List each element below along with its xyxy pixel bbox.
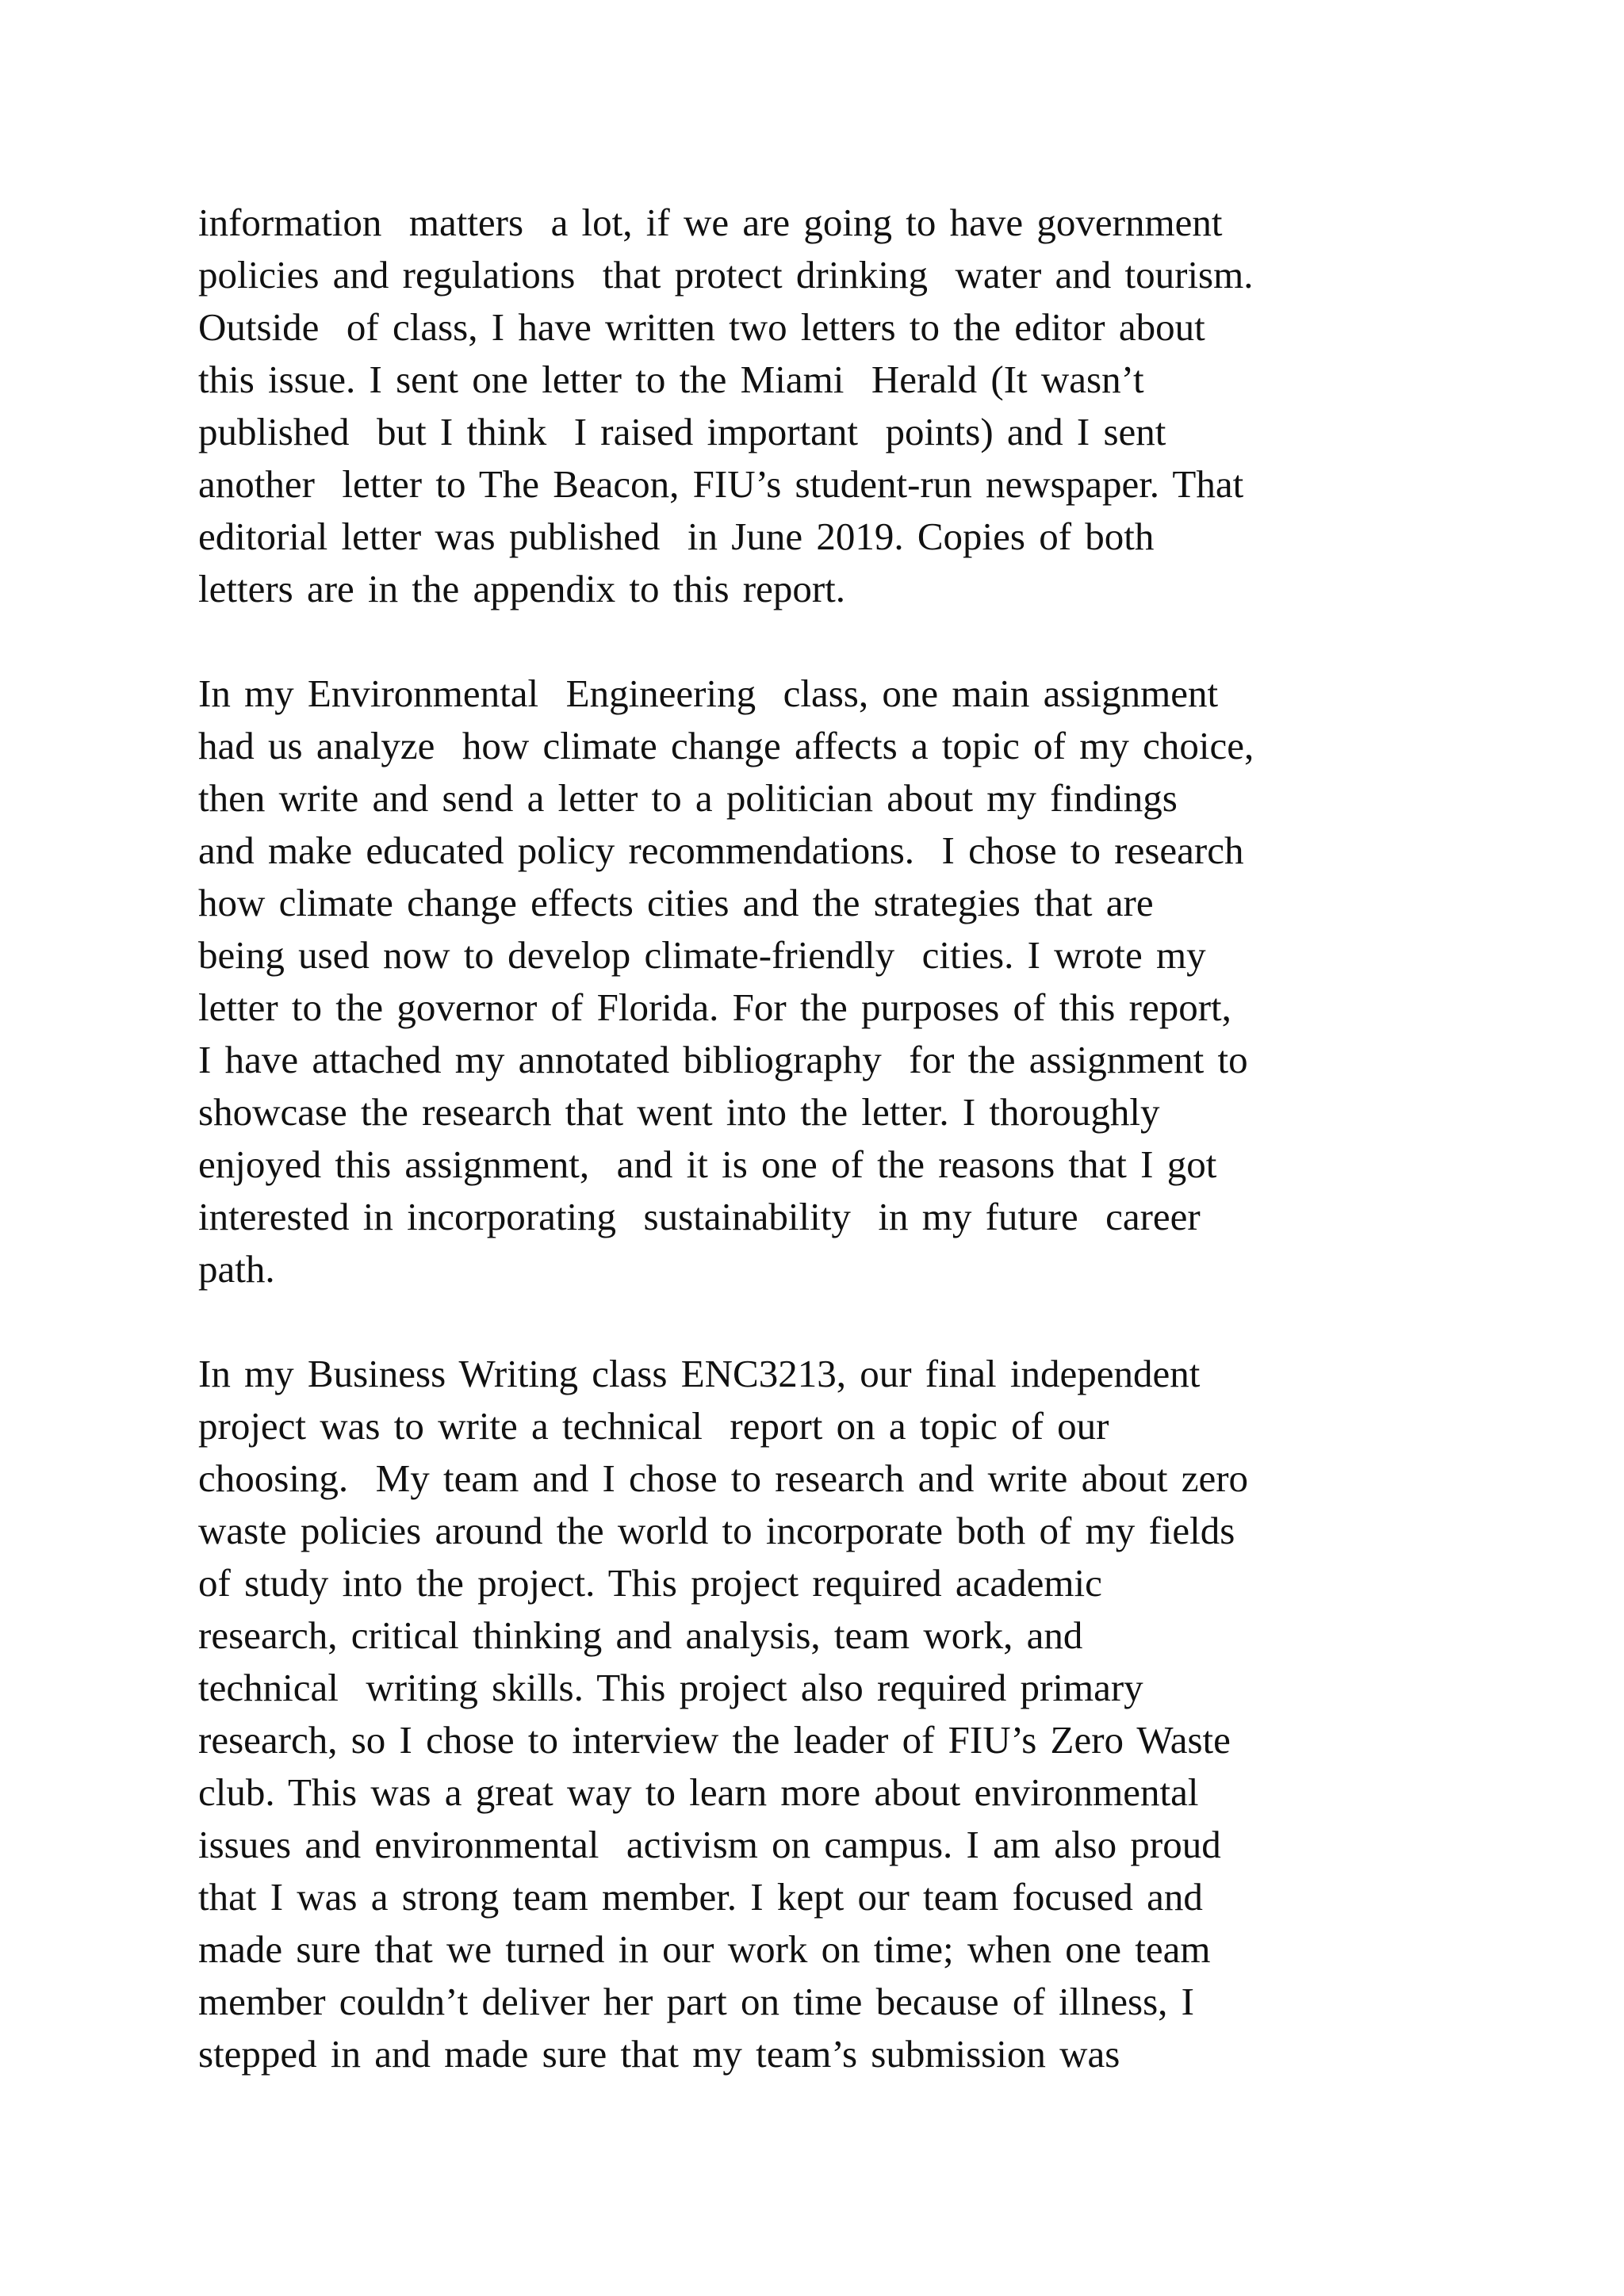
text-line: this issue. I sent one letter to the Miami Herald (It wasn’t bbox=[198, 358, 1144, 401]
text-line: another letter to The Beacon, FIU’s student-run newspaper. That bbox=[198, 462, 1244, 506]
text-line: Outside of class, I have written two letters to the editor about bbox=[198, 305, 1205, 349]
text-line: made sure that we turned in our work on time; when one team bbox=[198, 1927, 1211, 1971]
paragraph-letters-to-editor bbox=[198, 197, 1546, 615]
text-line: member couldn’t deliver her part on time because of illness, I bbox=[198, 1980, 1195, 2023]
text-line: technical writing skills. This project also required primary bbox=[198, 1666, 1143, 1709]
text-line: had us analyze how climate change affects a topic of my choice, bbox=[198, 724, 1254, 767]
text-line: In my Business Writing class ENC3213, our final independent bbox=[198, 1352, 1201, 1395]
text-line: published but I think I raised important points) and I sent bbox=[198, 410, 1166, 453]
text-line: research, so I chose to interview the leader of FIU’s Zero Waste bbox=[198, 1718, 1231, 1762]
text-line: interested in incorporating sustainability in my future career bbox=[198, 1195, 1201, 1238]
text-line: then write and send a letter to a politician about my findings bbox=[198, 776, 1178, 820]
text-line: information matters a lot, if we are going to have government bbox=[198, 201, 1223, 244]
text-line: letter to the governor of Florida. For the purposes of this report, bbox=[198, 985, 1231, 1029]
text-line: being used now to develop climate-friendly cities. I wrote my bbox=[198, 933, 1206, 977]
text-line: and make educated policy recommendations. I chose to research bbox=[198, 828, 1244, 872]
text-line: editorial letter was published in June 2019. Copies of both bbox=[198, 515, 1155, 558]
text-line: of study into the project. This project required academic bbox=[198, 1561, 1102, 1605]
text-line: choosing. My team and I chose to research and write about zero bbox=[198, 1456, 1249, 1500]
text-line: stepped in and made sure that my team’s submission was bbox=[198, 2032, 1120, 2076]
paragraph-business-writing bbox=[198, 1348, 1546, 2080]
paragraph-environmental-engineering bbox=[198, 668, 1546, 1295]
text-line: issues and environmental activism on campus. I am also proud bbox=[198, 1823, 1221, 1866]
text-line: club. This was a great way to learn more about environmental bbox=[198, 1770, 1199, 1814]
text-line: how climate change effects cities and the strategies that are bbox=[198, 881, 1154, 924]
text-line: showcase the research that went into the letter. I thoroughly bbox=[198, 1090, 1160, 1134]
text-line: path. bbox=[198, 1247, 275, 1291]
text-line: policies and regulations that protect drinking water and tourism. bbox=[198, 253, 1254, 297]
text-line: letters are in the appendix to this report. bbox=[198, 567, 846, 610]
text-line: waste policies around the world to incorporate both of my fields bbox=[198, 1509, 1235, 1552]
text-line: I have attached my annotated bibliography for the assignment to bbox=[198, 1038, 1248, 1081]
text-line: research, critical thinking and analysis, team work, and bbox=[198, 1613, 1083, 1657]
text-line: project was to write a technical report on a topic of our bbox=[198, 1404, 1109, 1448]
text-line: enjoyed this assignment, and it is one of the reasons that I got bbox=[198, 1142, 1217, 1186]
text-line: In my Environmental Engineering class, one main assignment bbox=[198, 672, 1219, 715]
text-line: that I was a strong team member. I kept our team focused and bbox=[198, 1875, 1203, 1919]
